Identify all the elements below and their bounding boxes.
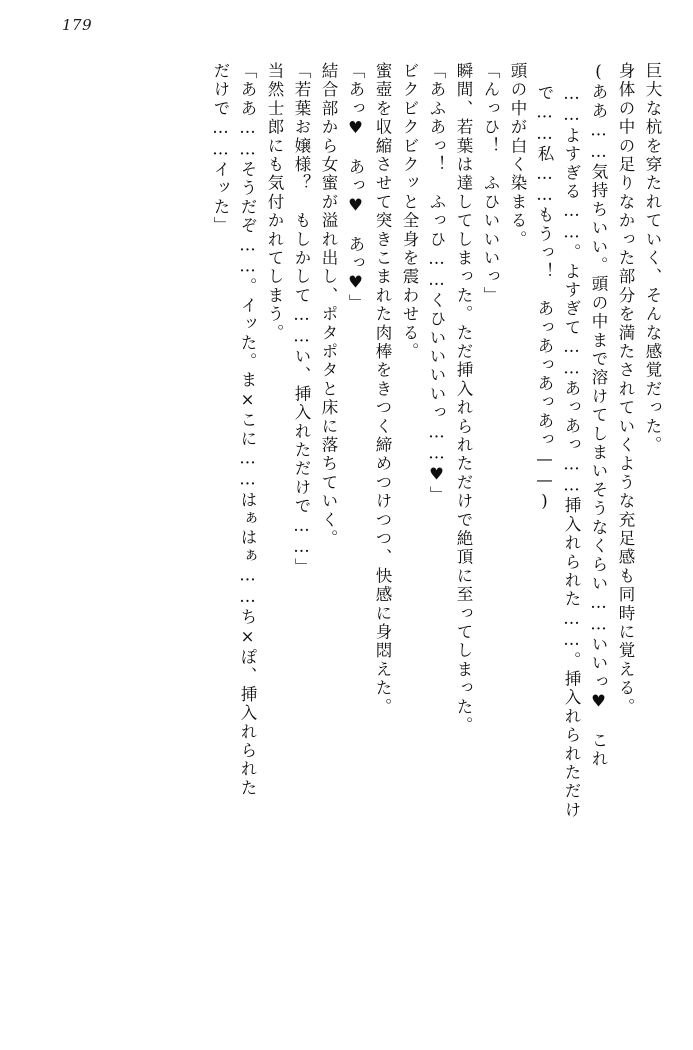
text-line: 「あっ♥ あっ♥ あっ♥」: [346, 62, 365, 313]
text-line: 「んっひ！ ふひいいいっ」: [481, 62, 500, 306]
text-line: 「あふあっ！ ふっひ……くひいいいいっ……♥」: [427, 62, 446, 505]
text-line: 頭の中が白く染まる。: [508, 62, 527, 249]
text-line: 当然士郎にも気付かれてしまう。: [265, 62, 284, 343]
text-line: 結合部から女蜜が溢れ出し、ポタポタと床に落ちていく。: [319, 62, 338, 549]
vertical-text-block: [20, 62, 660, 1012]
text-line: ……よすぎる……。よすぎて……あっあっ……挿入れられた……。挿入れられただけ: [562, 84, 581, 820]
text-line: 「若葉お嬢様？ もしかして……い、挿入れただけで……」: [292, 62, 311, 577]
text-line: 巨大な杭を穿たれていく、そんな感覚だった。: [643, 62, 662, 455]
text-line: 「ああ……そうだぞ……。イッた。ま×こに……はぁはぁ……ち×ぽ、挿入れられた: [238, 62, 257, 798]
text-line: だけで……イッた」: [211, 62, 230, 236]
text-line: 身体の中の足りなかった部分を満たされていくような充足感も同時に覚える。: [616, 62, 635, 717]
text-line: で……私……もうっ！ あっあっあっあっ——): [535, 84, 554, 513]
text-line: ビクビクビクッと全身を震わせる。: [400, 62, 419, 362]
text-line: (ああ……気持ちいい。頭の中まで溶けてしまいそうなくらい……いいっ♥ これ: [589, 62, 608, 769]
page-number: 179: [62, 16, 93, 34]
text-line: 瞬間、若葉は達してしまった。ただ挿入れられただけで絶頂に至ってしまった。: [454, 62, 473, 736]
text-line: 蜜壺を収縮させて突きこまれた肉棒をきつく締めつけつつ、快感に身悶えた。: [373, 62, 392, 717]
